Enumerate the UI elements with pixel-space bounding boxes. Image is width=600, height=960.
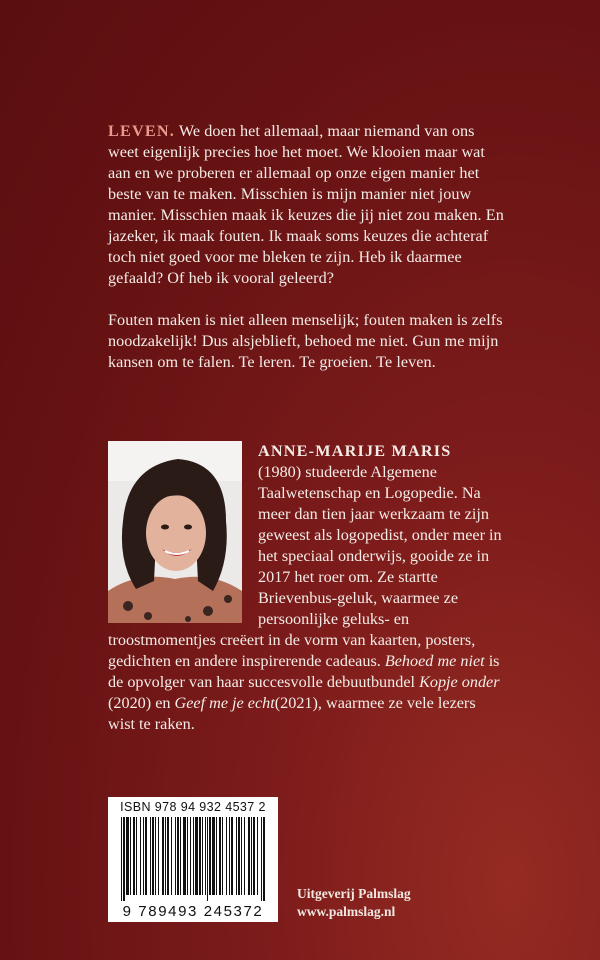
barcode-bar [145,817,147,895]
barcode-bar [121,817,122,901]
barcode-bar [222,817,223,895]
barcode-bar [202,817,203,895]
barcode-bar [219,817,221,895]
publisher-name: Uitgeverij Palmslag [297,886,411,901]
photo-spacer [108,441,242,623]
barcode-bar [177,817,179,895]
barcode-bar [263,817,265,901]
barcode-bar [143,817,144,895]
publisher-website: www.palmslag.nl [297,904,396,919]
barcode-bar [152,817,154,895]
barcode-bar [226,817,227,895]
book-title-behoed-me-niet: Behoed me niet [384,652,485,670]
bio-text-2: is de opvolger van haar succesvolle debuutbundel [108,652,500,691]
barcode-digits: 9 789493 245372 [122,903,264,920]
barcode-bar [229,817,230,895]
book-title-kopje-onder: Kopje onder [419,673,500,691]
barcode-bar [231,817,233,895]
barcode-bar [236,817,237,895]
barcode-bar [162,817,164,895]
bio-text-1: (1980) studeerde Algemene Taalwetenschap en Logopedie. Na meer dan tien jaar werkzaam te zijn geweest als logopedist, onder meer in het speciaal onderwijs, gooide ze in 2017 het roer om. Ze startte Brievenbus-geluk, waarmee ze persoonlijke geluks- en troostmomentjes creëert in de vorm van kaarten, posters, gedichten en andere inspirerende cadeaus. [108,463,502,670]
isbn-barcode [108,797,278,922]
back-cover-blurb [108,121,508,394]
barcode-bar [136,817,137,895]
isbn-label: ISBN 978 94 932 4537 2 [120,800,266,814]
barcode-bar [216,817,217,895]
barcode-bar [212,817,215,895]
barcode-bar [257,817,258,895]
barcode-bar [244,817,245,895]
barcode-bar [158,817,159,895]
barcode-bar [241,817,242,895]
barcode-bar [123,817,125,901]
barcode-bar [165,817,166,895]
barcode-bar [187,817,188,895]
blurb-paragraph-1 [108,121,508,289]
bio-text-3: (2020) en [108,694,171,712]
barcode-bar [253,817,255,895]
barcode-bar [205,817,206,895]
barcode-bar [261,817,262,901]
author-name: ANNE-MARIJE MARIS [258,442,452,460]
barcode-bar [126,817,129,895]
barcode-bar [193,817,194,895]
barcode-bar [150,817,151,895]
barcode-bar [199,817,201,895]
barcode-bar [183,817,186,895]
barcode-bar [207,817,208,901]
barcode-bar [251,817,252,895]
blurb-paragraph-1-text: We doen het allemaal, maar niemand van ons weet eigenlijk precies hoe het moet. We klooien maar wat aan en we proberen er allemaal op onze eigen manier het beste van te maken. Misschien is mijn manier niet jouw manier. Misschien maak ik keuzes die jij niet zou maken. En jazeker, ik maak fouten. Ik maak soms keuzes die achteraf toch niet goed voor me bleken te zijn. Heb ik daarmee gefaald? Of heb ik vooral geleerd? [108,122,504,287]
barcode-bar [175,817,176,895]
barcode-bar [140,817,141,895]
barcode-bar [180,817,181,895]
blurb-paragraph-2: Fouten maken is niet alleen menselijk; fouten maken is zelfs noodzakelijk! Dus alsjeblieft, behoed me niet. Gun me mijn kansen om te falen. Te leren. Te groeien. Te leven. [108,311,503,371]
barcode-bar [195,817,198,895]
barcode-bar [238,817,240,895]
barcode-bar [133,817,135,895]
barcode-bar [171,817,172,895]
bio-text-4: (2021), waarmee ze vele lezers wist te raken. [108,694,476,733]
book-title-geef-me-je-echt: Geef me je echt [174,694,275,712]
publisher-block [297,885,411,921]
barcode-bar [209,817,211,895]
barcode-bar [248,817,250,895]
barcode-bar [190,817,191,895]
barcode-bars [115,817,271,901]
barcode-bar [155,817,156,895]
lead-word: LEVEN. [108,122,176,140]
barcode-bar [130,817,131,895]
author-bio [108,441,502,735]
barcode-bar [167,817,169,895]
